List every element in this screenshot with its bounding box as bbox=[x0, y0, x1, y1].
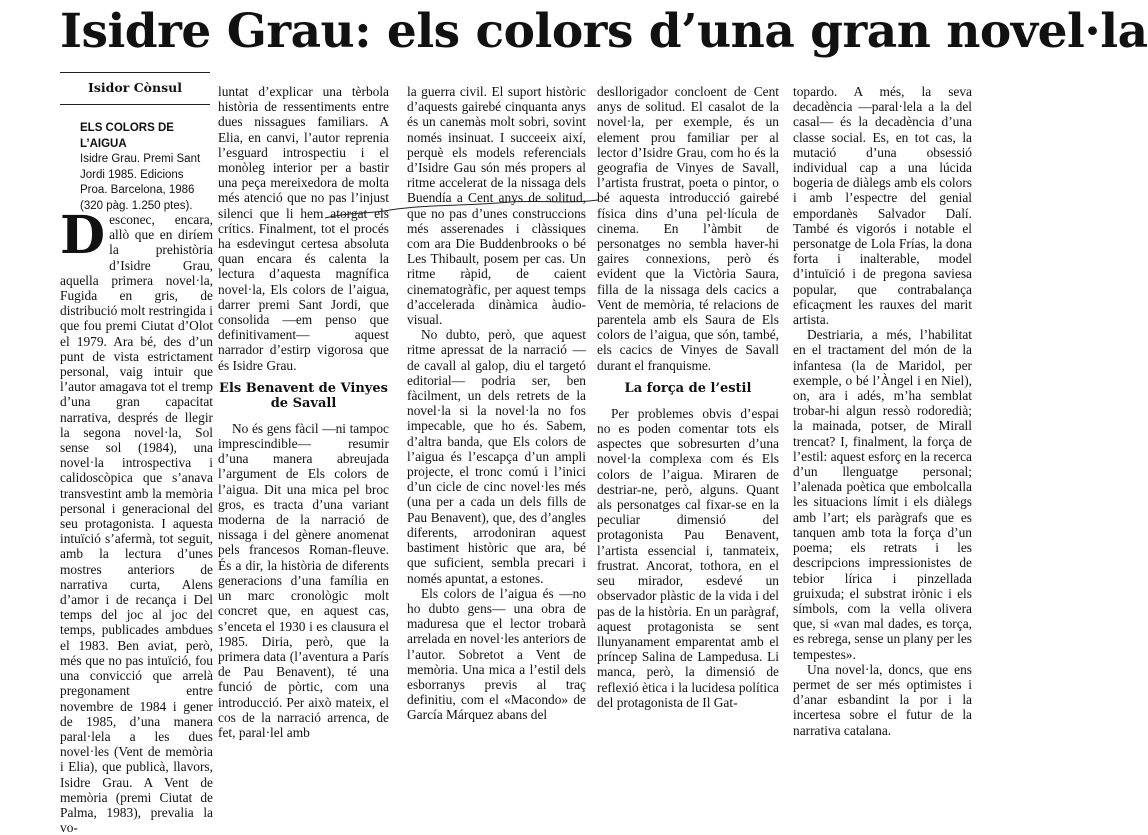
paragraph: Els colors de l’aigua és —no ho dubto gens— una obra de maduresa que el lector trobarà arrelada en novel·les anteriors de l’autor. Sobretot a Vent de memòria. Una mica a l’estil dels esborranys previs al traç definitiu, com el «Macondo» de García Márquez abans del bbox=[407, 585, 586, 723]
drop-cap: D bbox=[60, 205, 106, 266]
byline-rule-bottom bbox=[60, 104, 210, 105]
paragraph bbox=[60, 205, 213, 835]
book-details: Isidre Grau. Premi Sant Jordi 1985. Edicions Proa. Barcelona, 1986 (320 pàg. 1.250 ptes). bbox=[80, 153, 201, 212]
book-info-box bbox=[80, 121, 210, 214]
paragraph: No és gens fàcil —ni tampoc imprescindible— resumir d’una manera abreujada l’argument de Els colors de l’aigua. Dit una mica pel broc gros, es tracta d’una variant moderna de la narració de nissaga i del gènere anomenat pels francesos Roman-fleuve. És a dir, la història de diferents generacions d’una família en un marc cronològic molt concret que, en aquest cas, s’enceta el 1930 i es clausura el 1985. Diria, però, que la primera data (l’aventura a París de Pau Benavent), té una funció de pòrtic, com una introducció. Per això mateix, el cos de la narració arrenca, de fet, paral·lel amb bbox=[218, 420, 389, 740]
paragraph: topardo. A més, la seva decadència —paral·lela a la del casal— és la decadència d’una classe social. Es, en tot cas, la mutació d’una obsessió individual cap a una lúcida bogeria de diàlegs amb els colors i amb l’espectre del genial empordanès Salvador Dalí. També és vigorós i notable el personatge de Lola Frías, la dona forta i inalterable, model d’intuïció i de pregona saviesa popular, que contrabalança eficaçment les rauxes del marit artista. bbox=[793, 84, 972, 328]
book-title: ELS COLORS DE L’AIGUA bbox=[80, 122, 174, 150]
subheading: La força de l’estil bbox=[624, 380, 752, 396]
column-1 bbox=[60, 205, 213, 835]
paragraph: Destriaria, a més, l’habilitat en el tractament del món de la infantesa (la de Maridol, per exemple, o bé l’Àngel i en Niel), on, ara i adés, m’ha semblat trobar-hi algun ressò rodoredià; la mainada, potser, de Mirall trencat? I, finalment, la força de l’estil: aquest esforç en la recerca d’un llenguatge personal; l’alenada poètica que embolcalla les situacions límit i els diàlegs amb l’art; els paràgrafs que es tanquen amb tota la força d’un poema; els retrats i les descripcions impressionistes de tebior lírica i pinzellada gruixuda; el substrat irònic i els símbols, com la vella olivera que, si «van mal dades, es torça, es rebrega, sense un plany per les tempestes». bbox=[793, 327, 972, 662]
column-4 bbox=[597, 84, 779, 710]
paragraph: No dubto, però, que aquest ritme apressat de la narració —de cavall al galop, diu el targetó editorial— podria ser, ben fàcilment, un dels retrets de la novel·la si la novel·la no fos impecable, que ho és. Sabem, d’altra banda, que Els colors de l’aigua és l’escapça d’un ampli projecte, el tronc comú i l’inici d’un cicle de cinc novel·les més (una per a cada un dels fills de Pau Benavent), que, des d’angles diferents, arrodoniran aquest bastiment històric que ara, bé que suficient, sembla precari i només apuntat, a estones. bbox=[407, 327, 586, 586]
byline-rule-top bbox=[60, 72, 210, 73]
subheading: Els Benavent de Vinyes de Savall bbox=[219, 380, 388, 411]
paragraph: Per problemes obvis d’espai no es poden comentar tots els aspectes que sobresurten d’una novel·la complexa com és Els colors de l’aigua. Miraren de destriar-ne, però, alguns. Quant als personatges cal fixar-se en la peculiar dimensió del protagonista Pau Benavent, l’artista essencial i, tanmateix, frustrat. Ancorat, tothora, en el seu mirador, esdevé un observador plàstic de la vida i del pas de la història. En un paràgraf, aquest protagonista se sent llunyanament emparentat amb el príncep Salina de Lampedusa. Li manca, però, la dimensió de reflexió ètica i la lucidesa política del protagonista de Il Gat- bbox=[597, 405, 779, 710]
column-2 bbox=[218, 84, 389, 740]
headline: Isidre Grau: els colors d’una gran novel·la bbox=[60, 4, 1148, 59]
paragraph: Una novel·la, doncs, que ens permet de ser més optimistes i d’anar esbandint la por i la incertesa sobre el futur de la narrativa catalana. bbox=[793, 661, 972, 738]
paragraph-text: esconec, encara, allò que en diríem la prehistòria d’Isidre Grau, aquella primera novel·la, Fugida en gris, de distribució molt restringida i que fou premi Ciutat d’Olot el 1979. Ara bé, des d’un punt de vista estrictament personal, vaig intuir que l’autor amagava tot el tremp d’una gran capacitat narrativa, després de llegir la segona novel·la, Sol sense sol (1984), una novel·la introspectiva i calidoscòpica que s’anava transvestint amb la memòria personal i generacional del seu protagonista. I aquesta intuïció s’afermà, tot seguit, amb la lectura d’unes mostres anteriors de narrativa curta, Alens d’amor i de recança i Del temps del joc al joc del temps, publicades ambdues el 1983. Ben aviat, però, més que no pas intuïció, fou una convicció que arrelà pregonament entre novembre de 1984 i gener de 1985, d’una manera paral·lela a les dues novel·les (Vent de memòria i Elia), que publicà, llavors, Isidre Grau. A Vent de memòria (premi Ciutat de Palma, 1983), prevalia la vo- bbox=[60, 212, 213, 835]
paragraph: desllorigador concloent de Cent anys de solitud. El casalot de la novel·la, per exemple, és un element prou familiar per al lector d’Isidre Grau, com ho és la geografia de Vinyes de Savall, l’artista frustrat, poeta o pintor, o bé aquesta introducció gairebé física dins d’una pel·lícula de cinema. En l’àmbit de personatges no sembla haver-hi gaires connexions, però és evident que la Victòria Saura, filla de la nissaga dels cacics a Vent de memòria, té relacions de parentela amb els Saura de Els colors de l’aigua, que són, també, els cacics de Vinyes de Savall durant el franquisme. bbox=[597, 84, 779, 373]
paragraph: luntat d’explicar una tèrbola història de ressentiments entre dues nissagues familiars. A Elia, en canvi, l’autor reprenia l’esguard introspectiu i el monòleg interior per a bastir una peça mereixedora de molta més atenció que no pas l’injust silenci que li hem atorgat els crítics. Finalment, tot el procés ha esdevingut certesa absoluta quan encara és calenta la lectura d’aquesta magnífica novel·la, Els colors de l’aigua, darrer premi Sant Jordi, que consolida —em penso que definitivament— aquest narrador d’estirp vigorosa que és Isidre Grau. bbox=[218, 84, 389, 373]
column-5 bbox=[793, 84, 972, 738]
column-3 bbox=[407, 84, 586, 723]
paragraph: la guerra civil. El suport històric d’aquests gairebé cinquanta anys és un canemàs molt sobri, sovint només insinuat. I succeeix així, perquè els models referencials d’Isidre Gau són més propers al ritme accelerat de la nissaga dels Buendía a Cent anys de solitud, que no pas d’unes construccions més asserenades i clàssiques com ara Die Buddenbrooks o bé Les Thibault, posem per cas. Un ritme ràpid, de caient cinematogràfic, per aquest temps d’accelerada dinàmica àudio-visual. bbox=[407, 84, 586, 328]
author-byline: Isidor Cònsul bbox=[88, 80, 182, 95]
